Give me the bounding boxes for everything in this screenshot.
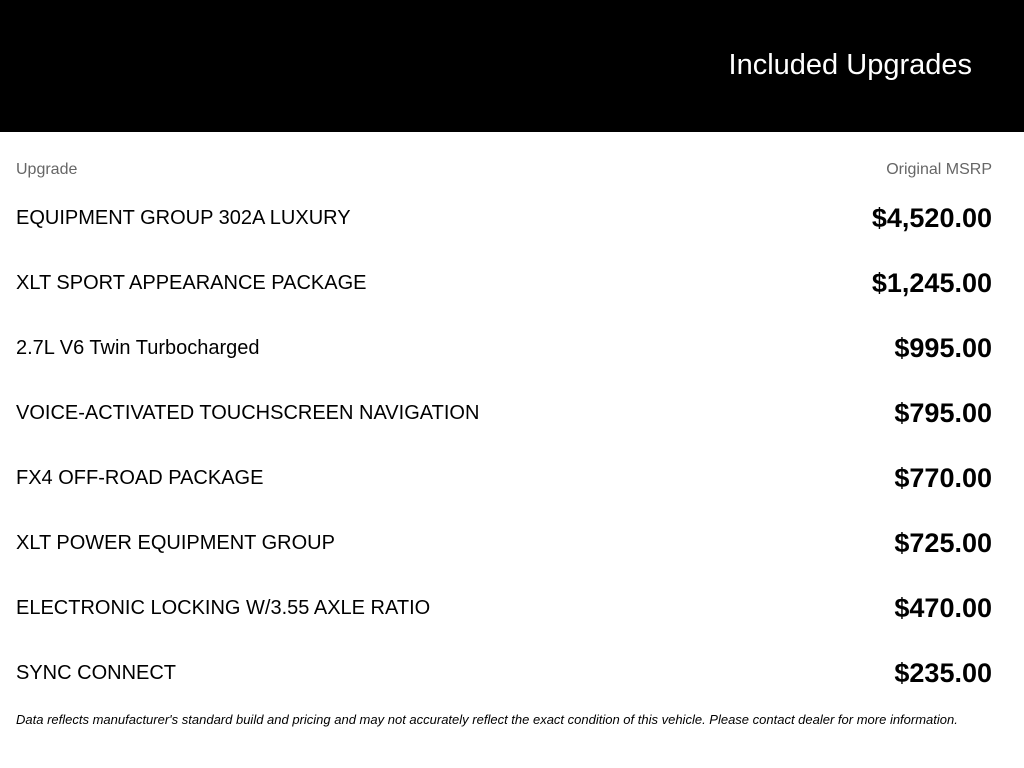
upgrade-price: $235.00 [894,657,992,688]
upgrade-row [16,640,992,705]
column-header-msrp: Original MSRP [886,161,992,178]
upgrade-name: 2.7L V6 Twin Turbocharged [16,336,260,359]
upgrade-name: XLT POWER EQUIPMENT GROUP [16,531,335,554]
upgrade-name: VOICE-ACTIVATED TOUCHSCREEN NAVIGATION [16,401,480,424]
column-header-upgrade: Upgrade [16,161,78,178]
upgrade-name: ELECTRONIC LOCKING W/3.55 AXLE RATIO [16,596,431,619]
column-headers [16,160,992,180]
upgrade-name: EQUIPMENT GROUP 302A LUXURY [16,206,351,229]
upgrade-row [16,380,992,445]
upgrade-name: FX4 OFF-ROAD PACKAGE [16,466,264,489]
upgrade-price: $725.00 [894,527,992,558]
upgrade-row [16,315,992,380]
upgrade-price: $770.00 [894,462,992,493]
upgrade-price: $1,245.00 [871,267,992,298]
disclaimer-text: Data reflects manufacturer's standard build and pricing and may not accurately reflect the exact condition of this vehicle. Please contact dealer for more information. [16,712,958,727]
upgrade-name: XLT SPORT APPEARANCE PACKAGE [16,271,367,294]
upgrade-row [16,575,992,640]
upgrade-price: $795.00 [894,397,992,428]
upgrade-row [16,510,992,575]
header-bar [0,0,1024,132]
upgrade-row [16,185,992,250]
upgrade-row [16,445,992,510]
upgrades-list [16,185,992,705]
page-title: Included Upgrades [728,49,972,81]
upgrade-price: $4,520.00 [871,202,992,233]
upgrade-price: $995.00 [894,332,992,363]
upgrade-name: SYNC CONNECT [16,661,177,684]
upgrade-price: $470.00 [894,592,992,623]
upgrade-row [16,250,992,315]
